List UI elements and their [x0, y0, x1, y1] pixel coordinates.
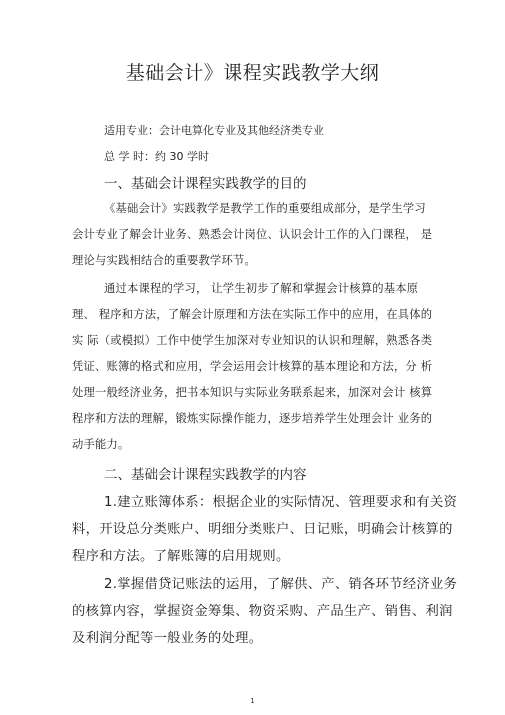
paragraph-line: 会计专业了解会计业务、熟悉会计岗位、认识会计工作的入门课程， 是 [72, 228, 433, 241]
paragraph-line: 2.掌握借贷记账法的运用，了解供、产、销各环节经济业务 [104, 577, 458, 592]
paragraph-line: 程序和方法的理解，锻炼实际操作能力，逐步培养学生处理会计 业务的 [72, 412, 433, 425]
paragraph-line: 凭证、账簿的格式和应用，学会运用会计核算的基本理论和方法，分 析 [72, 360, 433, 373]
paragraph-line: 理、 程序和方法，了解会计原理和方法在实际工作中的应用，在具体的 [72, 308, 433, 321]
paragraph-line: 1.建立账簿体系：根据企业的实际情况、管理要求和有关资 [104, 495, 458, 510]
paragraph-line: 程序和方法。了解账簿的启用规则。 [72, 549, 290, 564]
paragraph-line: 处理一般经济业务，把书本知识与实际业务联系起来，加深对会计 核算 [72, 386, 433, 399]
paragraph-line: 理论与实践相结合的重要教学环节。 [72, 254, 256, 267]
paragraph-line: 及利润分配等一般业务的处理。 [72, 631, 263, 646]
paragraph-line: 的核算内容，掌握资金筹集、物资采购、产品生产、销售、利润 [72, 604, 453, 619]
document-title: 基础会计》课程实践教学大纲 [125, 62, 380, 84]
major-line: 适用专业：会计电算化专业及其他经济类专业 [104, 124, 324, 137]
hours-line: 总 学 时：约 30 学时 [104, 150, 209, 163]
paragraph-line: 料，开设总分类账户、明细分类账户、日记账，明确会计核算的 [72, 522, 453, 537]
paragraph-line: 通过本课程的学习， 让学生初步了解和掌握会计核算的基本原 [104, 282, 419, 295]
section1-heading: 一、基础会计课程实践教学的目的 [104, 176, 307, 192]
section2-heading: 二、基础会计课程实践教学的内容 [104, 467, 307, 483]
page-number: 1 [250, 697, 255, 705]
paragraph-line: 《基础会计》实践教学是教学工作的重要组成部分，是学生学习 [104, 202, 426, 215]
paragraph-line: 动手能力。 [72, 438, 130, 451]
paragraph-line: 实 际（或模拟）工作中使学生加深对专业知识的认识和理解，熟悉各类 [72, 334, 433, 347]
